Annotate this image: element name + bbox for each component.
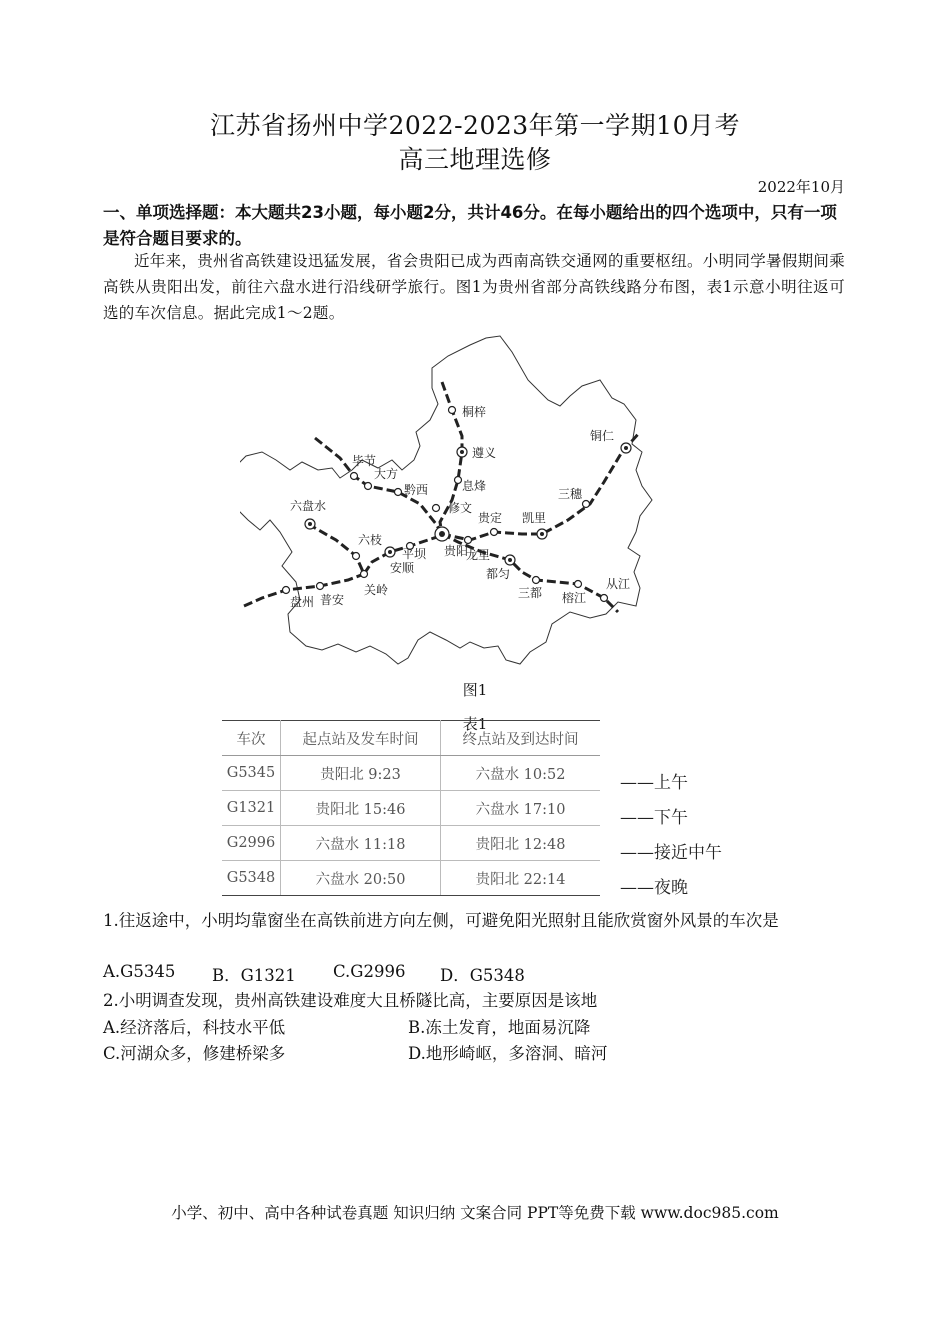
table-row <box>222 756 600 791</box>
station-label: 遵义 <box>472 446 497 460</box>
cell-train: G2996 <box>222 826 281 861</box>
cell-arrival: 六盘水 17:10 <box>441 791 600 826</box>
cell-arrival: 贵阳北 22:14 <box>441 861 600 896</box>
station-label: 三都 <box>518 586 543 600</box>
station-label: 龙里 <box>466 548 491 562</box>
cell-train: G1321 <box>222 791 281 826</box>
exam-title: 江苏省扬州中学2022-2023年第一学期10月考 <box>209 111 740 140</box>
station-label: 大方 <box>374 467 399 481</box>
cell-departure: 六盘水 11:18 <box>281 826 441 861</box>
rail-line-congjiang <box>442 534 618 612</box>
table-caption: 表1 <box>462 715 488 733</box>
q2-option-c: C.河湖众多，修建桥梁多 <box>103 1044 286 1063</box>
q1-option-b: B．G1321 <box>212 966 296 985</box>
q1-option-c: C.G2996 <box>333 962 406 981</box>
handwritten-note: ——夜晚 <box>620 878 688 898</box>
q2-option-d: D.地形崎岖，多溶洞、暗河 <box>408 1044 608 1063</box>
handwritten-note: ——接近中午 <box>620 843 722 863</box>
station-label: 黔西 <box>404 483 429 497</box>
cell-arrival: 六盘水 10:52 <box>441 756 600 791</box>
station-label: 息烽 <box>462 479 487 493</box>
station-label: 修文 <box>448 501 473 515</box>
cell-arrival: 贵阳北 12:48 <box>441 826 600 861</box>
train-schedule-table <box>222 720 600 896</box>
station-label: 普安 <box>320 593 345 607</box>
q2-option-a: A.经济落后，科技水平低 <box>103 1018 286 1037</box>
station-label: 凯里 <box>522 511 547 525</box>
table-row <box>222 861 600 896</box>
cell-train: G5348 <box>222 861 281 896</box>
station-label: 从江 <box>606 577 631 591</box>
q2-option-b: B.冻土发育，地面易沉降 <box>408 1018 591 1037</box>
station-label: 六枝 <box>358 533 383 547</box>
cell-departure: 六盘水 20:50 <box>281 861 441 896</box>
q1-option-a: A.G5345 <box>103 962 176 981</box>
station-label: 都匀 <box>486 567 511 581</box>
station-label: 盘州 <box>290 595 315 609</box>
header-departure: 起点站及发车时间 <box>281 721 441 756</box>
station-label: 铜仁 <box>590 429 615 443</box>
station-label: 平坝 <box>402 547 427 561</box>
section-heading: 一、单项选择题：本大题共23小题，每小题2分，共计46分。在每小题给出的四个选项中，只有一项是符合题目要求的。 <box>103 203 837 248</box>
header-train: 车次 <box>222 721 281 756</box>
station-label: 六盘水 <box>290 499 327 513</box>
table-row <box>222 791 600 826</box>
question-1-stem: 1.往返途中，小明均靠窗坐在高铁前进方向左侧，可避免阳光照射且能欣赏窗外风景的车次是 <box>103 911 779 930</box>
table-row <box>222 826 600 861</box>
station-label: 安顺 <box>390 561 415 575</box>
header-arrival: 终点站及到达时间 <box>441 721 600 756</box>
figure-caption: 图1 <box>462 681 488 699</box>
question-2-stem: 2.小明调查发现，贵州高铁建设难度大且桥隧比高，主要原因是该地 <box>103 991 598 1010</box>
cell-train: G5345 <box>222 756 281 791</box>
cell-departure: 贵阳北 9:23 <box>281 756 441 791</box>
station-label: 贵阳 <box>444 544 469 558</box>
station-label: 三穗 <box>558 487 583 501</box>
table-header-row <box>222 721 600 756</box>
handwritten-note: ——上午 <box>620 773 688 793</box>
exam-date: 2022年10月 <box>757 178 845 196</box>
station-label: 贵定 <box>478 511 503 525</box>
exam-subtitle: 高三地理选修 <box>398 145 552 174</box>
station-label: 榕江 <box>562 591 587 605</box>
station-label: 关岭 <box>364 583 389 597</box>
handwritten-note: ——下午 <box>620 808 688 828</box>
cell-departure: 贵阳北 15:46 <box>281 791 441 826</box>
page-footer: 小学、初中、高中各种试卷真题 知识归纳 文案合同 PPT等免费下载 www.doc985.com <box>171 1204 779 1222</box>
guizhou-railway-map <box>240 330 660 675</box>
station-label: 桐梓 <box>462 405 487 419</box>
q1-option-d: D．G5348 <box>440 966 525 985</box>
station-label: 毕节 <box>352 454 377 468</box>
intro-paragraph: 近年来，贵州省高铁建设迅猛发展，省会贵阳已成为西南高铁交通网的重要枢纽。小明同学暑假期间乘高铁从贵阳出发，前往六盘水进行沿线研学旅行。图1为贵州省部分高铁线路分布图，表1示意小明往返可选的车次信息。据此完成1～2题。 <box>103 252 846 322</box>
